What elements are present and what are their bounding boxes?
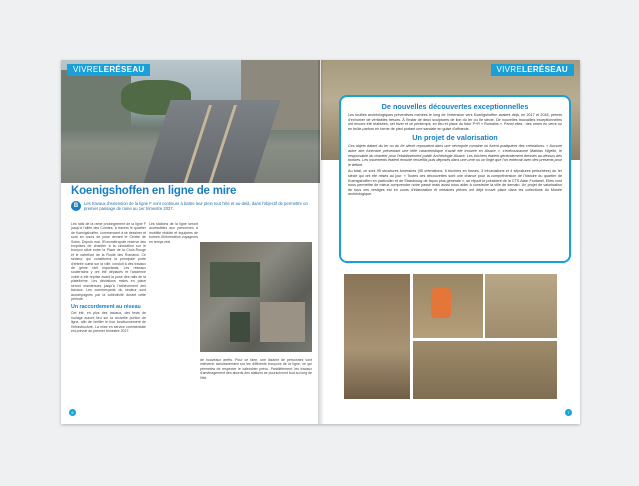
- box-paragraph: Au total, ce sont 95 structures funéraires (95 crémations, 6 bûchers en fosses, 3 inhumations et 4 sépultures perturbées) du Ier siècle qui ont été mises au jour. « Toutes ces découvertes sont une chance pour la compréhension de l'histoire du quartier de Koenigshoffen en particulier et de Strasbourg de façon plus générale », se réjouit le président de la CTS Alain Fontanel. Elles vont nous permettre de mieux comprendre notre passé mais aussi nous aider à construire la ville de demain. Un projet de valorisation de tous ces vestiges est en cours d'élaboration et certaines pièces ont déjà trouvé place dans les collections du Musée archéologique.: [348, 169, 562, 197]
- archaeology-box: [339, 95, 571, 263]
- page-number-left: 6: [69, 409, 76, 416]
- magazine-spread: [61, 60, 580, 424]
- body-column-2: [200, 358, 312, 414]
- article-headline: Koenigshoffen en ligne de mire: [71, 185, 237, 197]
- subheading-raccordement: Un raccordement au réseau: [71, 304, 141, 311]
- street-works-photo: [61, 60, 320, 183]
- body-column-3: [149, 222, 198, 357]
- box-title-valorisation: Un projet de valorisation: [412, 133, 498, 143]
- left-page: [61, 60, 320, 424]
- dig-photo-worker-helmet: [413, 274, 483, 338]
- lead-text: Les travaux d'extension de la ligne F vont continuer à battre leur plein tout l'été et au-delà, dans l'objectif de permettre un premier passage de rame au 1er trimestre 2027.: [84, 201, 308, 212]
- body-paragraph: Les rails de la rame prolongement de la ligne F jusqu'à l'allée des Comtes, à travers le quartier de Koenigshoffen, commencent à se dessiner et sont en cours de pose devant le Centre de Soins. Depuis mai, l'Eurométropole réserve des emprises de chantier à la circulation sur le tronçon situé entre la Place de la Croix-Rouge et le carrefour de la Route des Romains. Ce secteur, qui constituera la principale porte d'entrée ouest sur la ville, conduit à des travaux de génie civil importants. Les réseaux souterrains y ont été déplacés et l'ancienne voirie a été reprise avant la pose des rails de la plateforme. Les déviations mises en place seront maintenues jusqu'à l'achèvement des travaux. Les commerçants du secteur sont accompagnés par la collectivité durant cette période.: [71, 222, 146, 301]
- aerial-photo: [200, 242, 312, 352]
- section-tab-prefix: VIVRE: [73, 65, 99, 74]
- dig-photo-ground: [413, 341, 557, 399]
- body-paragraph: Les stations de la ligne seront accessibles aux personnes à mobilité réduite et équipées de bornes d'information voyageurs en temps réel.: [149, 222, 198, 244]
- section-tab-prefix: VIVRE: [496, 65, 523, 74]
- box-title-discoveries: De nouvelles découvertes exceptionnelles: [381, 102, 529, 111]
- spread-gutter: [318, 60, 324, 424]
- body-column-1: [71, 222, 146, 414]
- right-page: [321, 60, 580, 424]
- body-paragraph: de nouveaux arrêts. Pour ce faire, une dizaine de personnes vont intervenir simultanément sur les différents tronçons de la ligne, ce qui permettra de respecter le calendrier prévu. Parallèlement, les travaux d'aménagement des abords des stations se poursuivront tout au long de l'été.: [200, 358, 312, 380]
- box-paragraph: Les fouilles archéologiques préventives menées le long de l'extension vers Koenigshoffen avaient déjà, en 2017 et 2018, permis d'exhumer de véritables trésors. À l'instar de deux sculptures de lion du Ier ou IIe siècle. De nouvelles trouvailles exceptionnelles ont encore été réalisées, cet hiver et ce printemps, en lieu et place du futur P+R « Romains ». Parmi elles : des urnes en verre ou en brûle-parfum en forme de pied portant une sandale en guise d'offrande.: [348, 113, 562, 131]
- body-paragraph: Cet été, en plus des travaux, des tests de roulage auront lieu sur la nouvelle portion de ligne, afin de vérifier le bon fonctionnement de l'infrastructure. La mise en service commerciale est prévue au premier trimestre 2027.: [71, 311, 146, 333]
- dig-photo-worker-kneeling: [344, 274, 410, 399]
- section-tab: [67, 64, 150, 76]
- section-tab-main: LERÉSEAU: [522, 65, 568, 74]
- section-tab-main: LERÉSEAU: [98, 65, 145, 74]
- box-paragraph: Ces objets datant du Ier ou du IIe siècle reposaient dans une nécropole romaine où furent pratiquées des crémations. « Aucune autre aire funéraire présentant une telle caractéristique n'avait été trouvée en Alsace », s'enthousiasme Mathias Higelin, le responsable du chantier pour l'établissement public Archéologie Alsace. Les bûchers étaient généralement dressés au-dessus des tombes. Les ossements étaient ensuite recueillis puis déposés dans une urne ou un linge que l'on enterrait avec des présents pour le défunt.: [348, 144, 562, 167]
- article-lead: [71, 201, 311, 211]
- dig-photo-remains: [485, 274, 557, 338]
- page-number-right: 7: [565, 409, 572, 416]
- section-tab-right: [491, 64, 574, 76]
- lead-dropcap: B: [71, 201, 81, 211]
